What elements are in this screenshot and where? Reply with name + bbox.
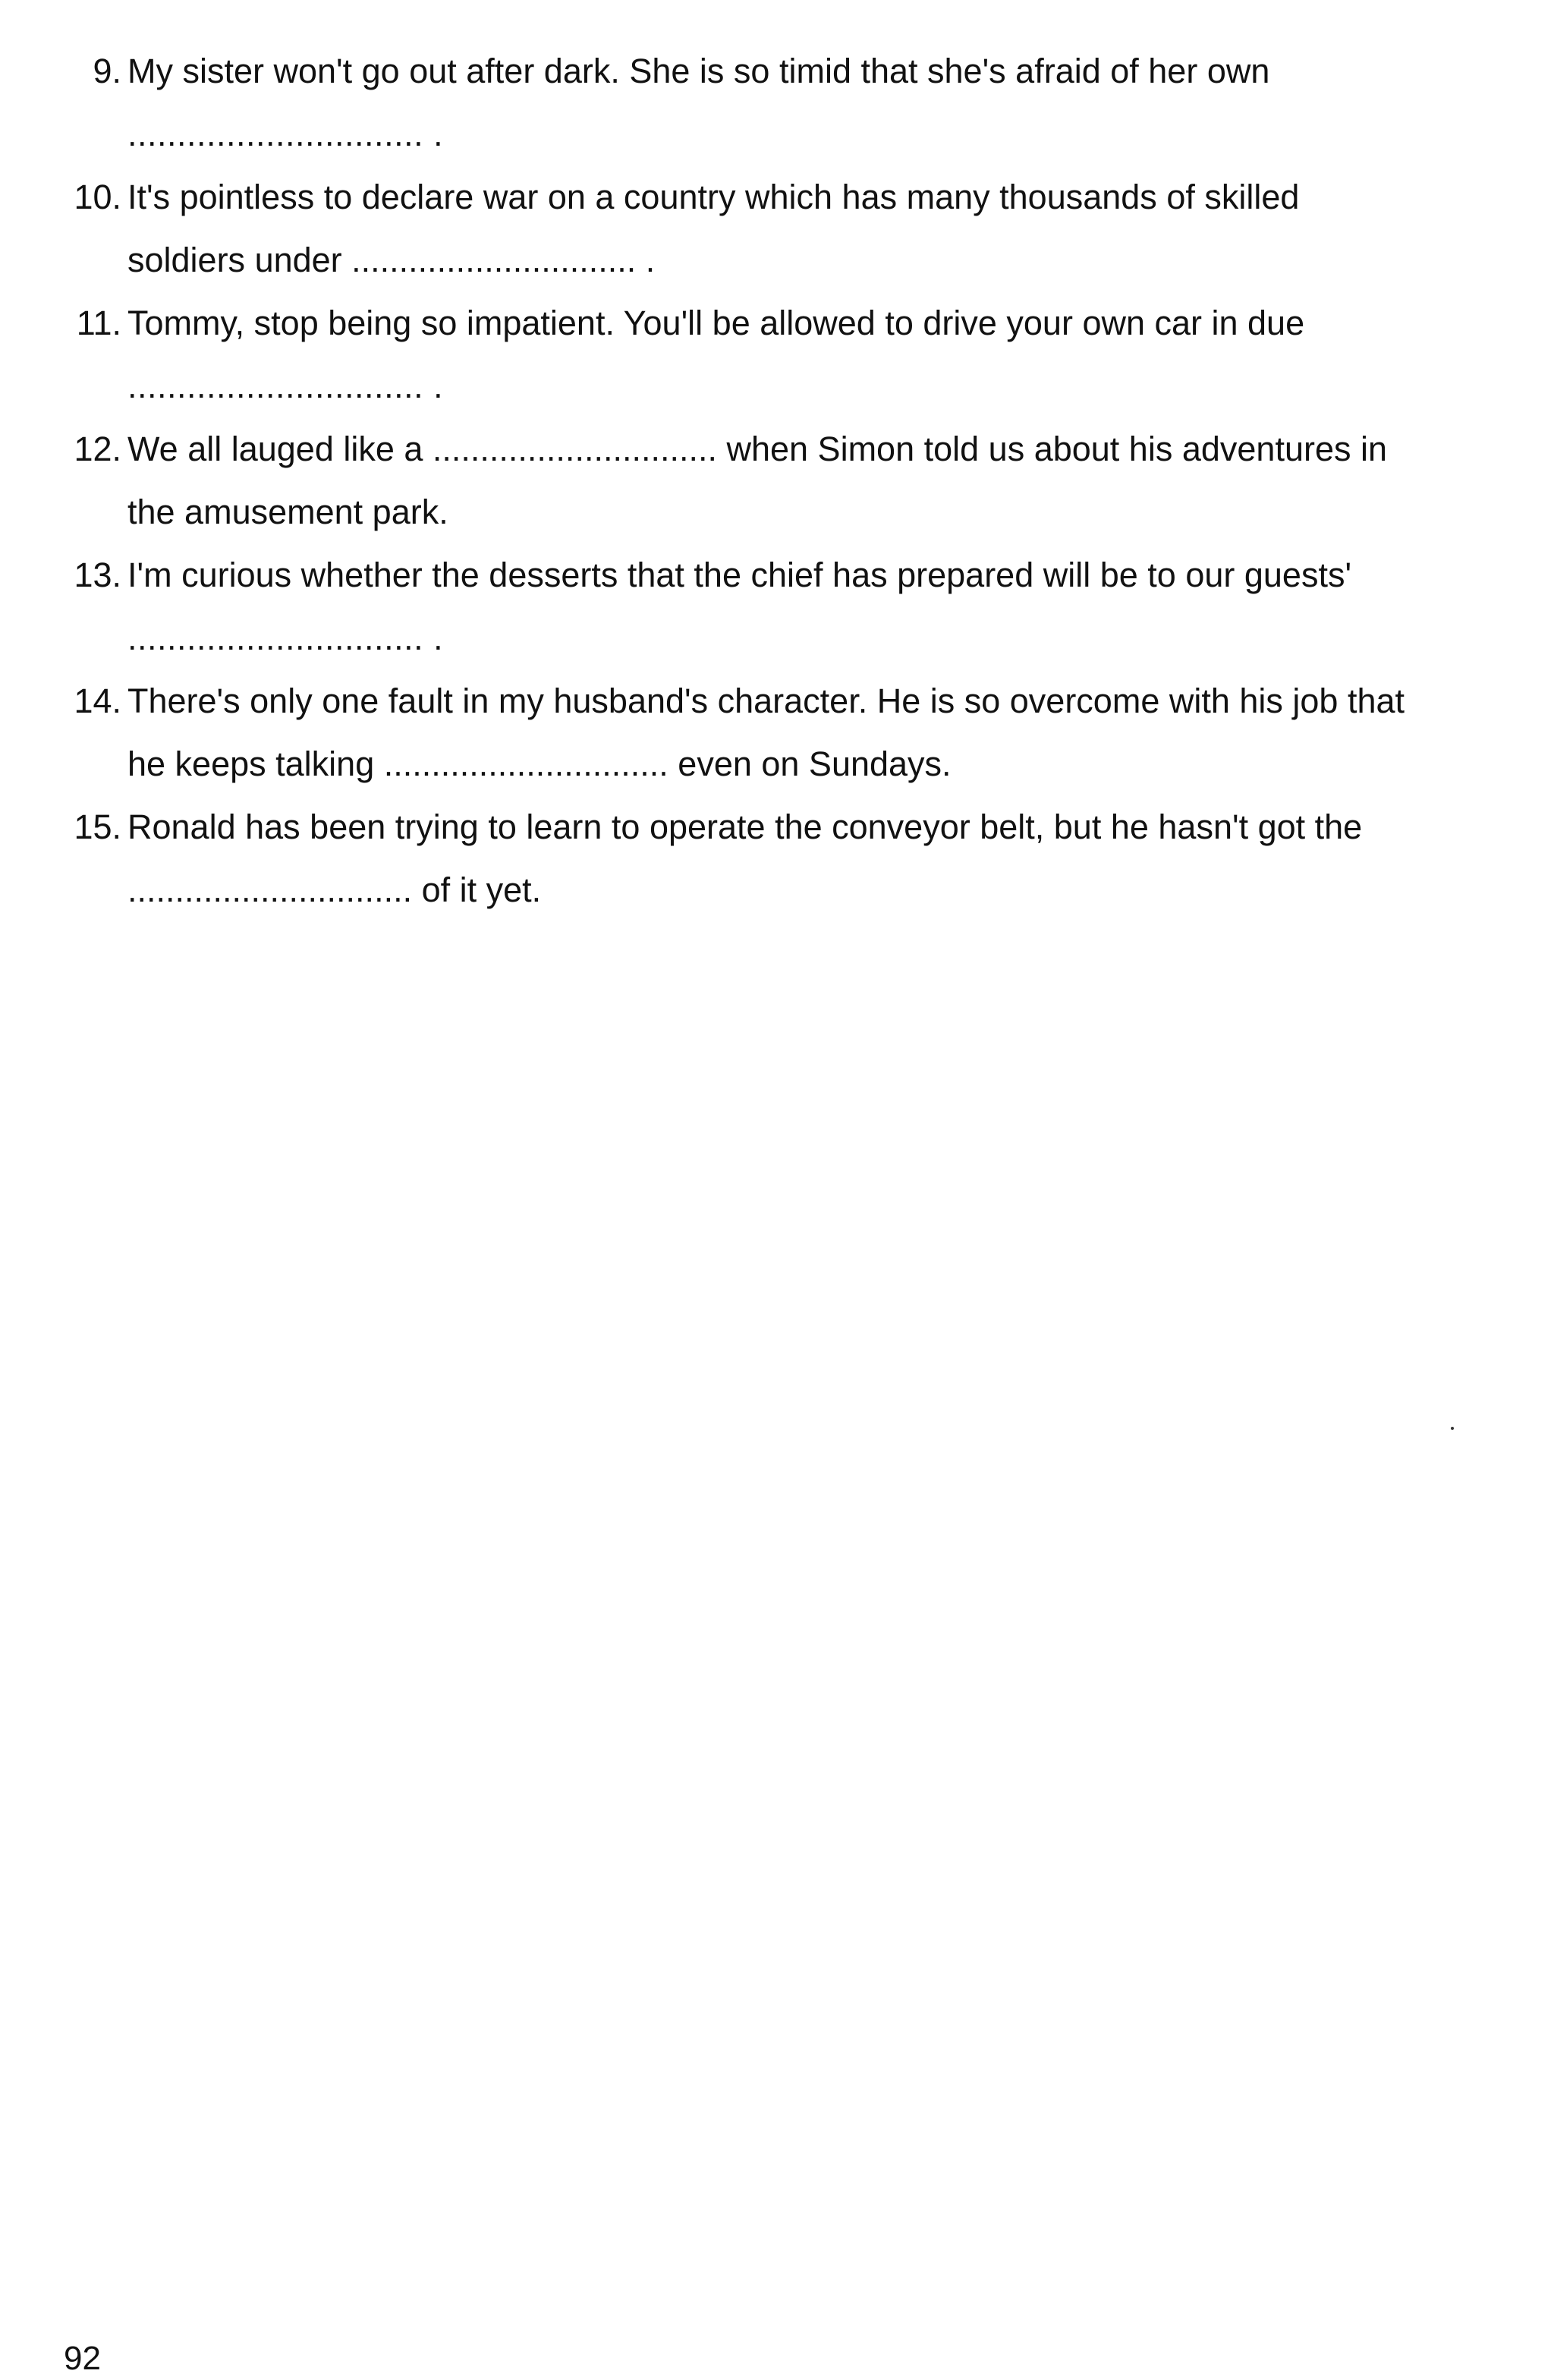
item-text-line: There's only one fault in my husband's character. He is so overcome with his job that xyxy=(127,682,1405,720)
item-number: 9. xyxy=(93,52,121,90)
exercise-list xyxy=(73,39,1515,921)
scan-speck xyxy=(1451,1427,1454,1430)
exercise-item-15 xyxy=(73,795,1515,921)
item-text-line: Ronald has been trying to learn to operate the conveyor belt, but he hasn't got the xyxy=(127,808,1363,846)
item-number: 11. xyxy=(76,304,121,342)
item-number: 10. xyxy=(74,178,121,216)
item-text-line: .............................. . xyxy=(127,619,444,657)
exercise-item-11 xyxy=(73,291,1515,417)
item-text-line: .............................. of it yet. xyxy=(127,870,542,909)
exercise-item-12 xyxy=(73,417,1515,543)
item-text-line: My sister won't go out after dark. She is so timid that she's afraid of her own xyxy=(127,52,1270,90)
exercise-item-13 xyxy=(73,543,1515,669)
item-number: 14. xyxy=(74,682,121,720)
item-number: 13. xyxy=(74,556,121,594)
item-text-line: .............................. . xyxy=(127,115,444,153)
item-text-line: .............................. . xyxy=(127,367,444,405)
item-text-line: the amusement park. xyxy=(127,493,448,531)
item-text-line: We all lauged like a .............................. when Simon told us about his adventures in xyxy=(127,430,1388,468)
item-text-line: Tommy, stop being so impatient. You'll be allowed to drive your own car in due xyxy=(127,304,1305,342)
item-text-line: I'm curious whether the desserts that the chief has prepared will be to our guests' xyxy=(127,556,1352,594)
exercise-item-10 xyxy=(73,165,1515,291)
item-number: 12. xyxy=(74,430,121,468)
exercise-item-14 xyxy=(73,669,1515,795)
item-text-line: soldiers under .............................. . xyxy=(127,241,656,279)
page-number: 92 xyxy=(64,2340,101,2377)
exercise-item-9 xyxy=(73,39,1515,165)
item-text-line: It's pointless to declare war on a country which has many thousands of skilled xyxy=(127,178,1300,216)
item-number: 15. xyxy=(74,808,121,846)
item-text-line: he keeps talking .............................. even on Sundays. xyxy=(127,745,952,783)
